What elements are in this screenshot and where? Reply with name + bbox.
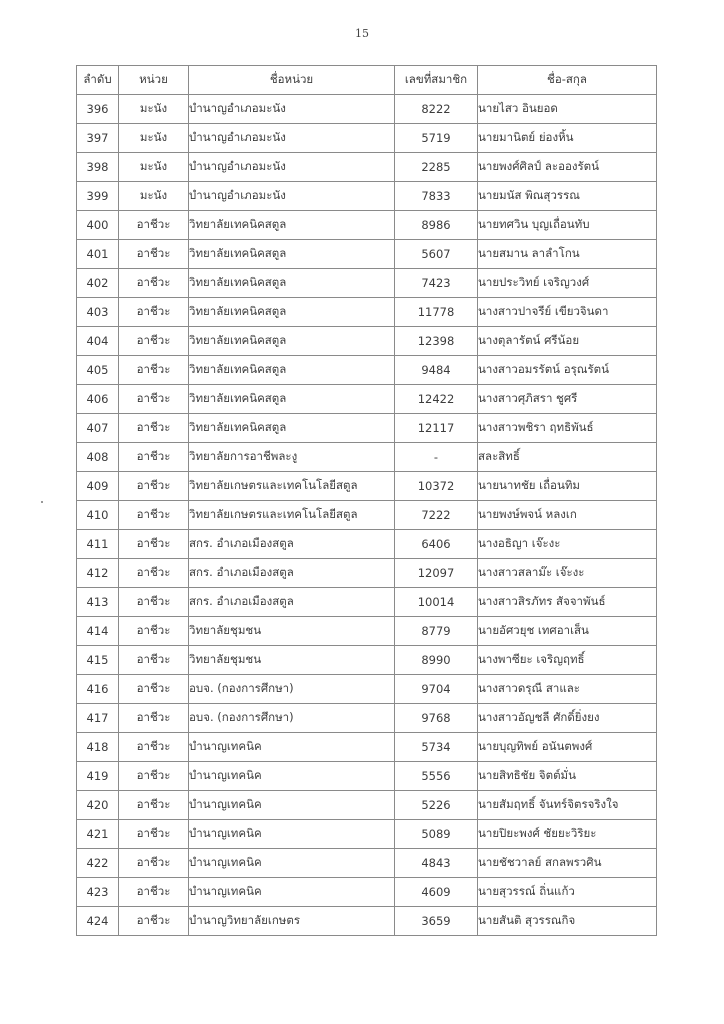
- row-unit: อาชีวะ: [119, 414, 189, 443]
- row-unit-name: วิทยาลัยเกษตรและเทคโนโลยีสตูล: [189, 501, 395, 530]
- row-unit: มะนัง: [119, 95, 189, 124]
- table-row: [77, 124, 657, 153]
- row-unit: อาชีวะ: [119, 791, 189, 820]
- row-unit-name: บำนาญวิทยาลัยเกษตร: [189, 907, 395, 936]
- row-unit-name: วิทยาลัยเทคนิคสตูล: [189, 385, 395, 414]
- table-row: [77, 675, 657, 704]
- row-unit-name: สกร. อำเภอเมืองสตูล: [189, 530, 395, 559]
- row-unit: อาชีวะ: [119, 443, 189, 472]
- row-unit-name: บำนาญเทคนิค: [189, 820, 395, 849]
- row-member-number: 11778: [395, 298, 478, 327]
- row-full-name: นางสาวศุภิสรา ชูศรี: [478, 385, 657, 414]
- row-unit: อาชีวะ: [119, 820, 189, 849]
- row-full-name: นายสัมฤทธิ์ จันทร์จิตรจริงใจ: [478, 791, 657, 820]
- row-unit: อาชีวะ: [119, 733, 189, 762]
- row-unit-name: วิทยาลัยเทคนิคสตูล: [189, 298, 395, 327]
- row-unit-name: บำนาญอำเภอมะนัง: [189, 182, 395, 211]
- row-member-number: 7833: [395, 182, 478, 211]
- row-full-name: นายบุญทิพย์ อนันตพงศ์: [478, 733, 657, 762]
- header-unit: หน่วย: [119, 66, 189, 95]
- row-order: 412: [77, 559, 119, 588]
- row-member-number: 6406: [395, 530, 478, 559]
- row-order: 396: [77, 95, 119, 124]
- row-order: 421: [77, 820, 119, 849]
- row-full-name: นางสาวสลาม๊ะ เจ๊ะงะ: [478, 559, 657, 588]
- row-unit: อาชีวะ: [119, 298, 189, 327]
- row-full-name: สละสิทธิ์: [478, 443, 657, 472]
- table-row: [77, 559, 657, 588]
- table-row: [77, 211, 657, 240]
- table-row: [77, 820, 657, 849]
- row-member-number: 5734: [395, 733, 478, 762]
- table-row: [77, 240, 657, 269]
- row-order: 419: [77, 762, 119, 791]
- row-member-number: 10014: [395, 588, 478, 617]
- row-unit: อาชีวะ: [119, 530, 189, 559]
- row-full-name: นางสาวอัญชลี ศักดิ์ยิ่งยง: [478, 704, 657, 733]
- table-row: [77, 704, 657, 733]
- row-unit-name: วิทยาลัยเทคนิคสตูล: [189, 327, 395, 356]
- row-member-number: 5556: [395, 762, 478, 791]
- table-row: [77, 153, 657, 182]
- row-unit: อาชีวะ: [119, 617, 189, 646]
- row-order: 407: [77, 414, 119, 443]
- row-full-name: นางสาวอมรรัตน์ อรุณรัตน์: [478, 356, 657, 385]
- row-full-name: นายประวิทย์ เจริญวงศ์: [478, 269, 657, 298]
- row-unit-name: อบจ. (กองการศึกษา): [189, 704, 395, 733]
- header-member-number: เลขที่สมาชิก: [395, 66, 478, 95]
- row-order: 398: [77, 153, 119, 182]
- table-row: [77, 269, 657, 298]
- row-full-name: นางตุลารัตน์ ศรีน้อย: [478, 327, 657, 356]
- row-order: 406: [77, 385, 119, 414]
- row-unit: อาชีวะ: [119, 878, 189, 907]
- row-full-name: นายชัชวาลย์ สกลพรวศิน: [478, 849, 657, 878]
- row-unit: อาชีวะ: [119, 327, 189, 356]
- row-unit-name: บำนาญอำเภอมะนัง: [189, 95, 395, 124]
- row-full-name: นายสิทธิชัย จิตต์มั่น: [478, 762, 657, 791]
- row-member-number: -: [395, 443, 478, 472]
- row-order: 411: [77, 530, 119, 559]
- row-unit-name: วิทยาลัยเทคนิคสตูล: [189, 356, 395, 385]
- row-order: 410: [77, 501, 119, 530]
- table-row: [77, 588, 657, 617]
- table-body: [77, 95, 657, 936]
- row-member-number: 8986: [395, 211, 478, 240]
- header-full-name: ชื่อ-สกุล: [478, 66, 657, 95]
- row-unit: มะนัง: [119, 124, 189, 153]
- table-row: [77, 878, 657, 907]
- row-unit: อาชีวะ: [119, 704, 189, 733]
- row-unit: อาชีวะ: [119, 646, 189, 675]
- row-order: 413: [77, 588, 119, 617]
- row-order: 403: [77, 298, 119, 327]
- row-member-number: 9768: [395, 704, 478, 733]
- row-member-number: 10372: [395, 472, 478, 501]
- row-order: 414: [77, 617, 119, 646]
- row-order: 404: [77, 327, 119, 356]
- row-unit: อาชีวะ: [119, 588, 189, 617]
- row-order: 415: [77, 646, 119, 675]
- row-member-number: 8222: [395, 95, 478, 124]
- row-full-name: นางสาวพชิรา ฤทธิพันธ์: [478, 414, 657, 443]
- row-full-name: นายพงศ์ศิลป์ ละอองรัตน์: [478, 153, 657, 182]
- row-unit-name: วิทยาลัยเทคนิคสตูล: [189, 414, 395, 443]
- table-row: [77, 646, 657, 675]
- row-order: 420: [77, 791, 119, 820]
- row-unit-name: สกร. อำเภอเมืองสตูล: [189, 588, 395, 617]
- row-member-number: 5089: [395, 820, 478, 849]
- row-unit: อาชีวะ: [119, 211, 189, 240]
- row-member-number: 4843: [395, 849, 478, 878]
- row-unit-name: บำนาญเทคนิค: [189, 791, 395, 820]
- row-unit-name: วิทยาลัยชุมชน: [189, 646, 395, 675]
- row-full-name: นางสาวปาจรีย์ เขียวจินดา: [478, 298, 657, 327]
- row-full-name: นายสมาน ลาลำโกน: [478, 240, 657, 269]
- row-unit: มะนัง: [119, 153, 189, 182]
- row-full-name: นายปิยะพงศ์ ชัยยะวิริยะ: [478, 820, 657, 849]
- row-full-name: นายอัศวยุช เทศอาเส็น: [478, 617, 657, 646]
- row-order: 409: [77, 472, 119, 501]
- member-table: [76, 65, 657, 936]
- row-member-number: 5607: [395, 240, 478, 269]
- row-unit-name: บำนาญเทคนิค: [189, 762, 395, 791]
- table-row: [77, 95, 657, 124]
- row-unit: อาชีวะ: [119, 762, 189, 791]
- row-unit: อาชีวะ: [119, 559, 189, 588]
- row-unit-name: บำนาญเทคนิค: [189, 733, 395, 762]
- table-row: [77, 907, 657, 936]
- row-member-number: 5226: [395, 791, 478, 820]
- row-unit-name: วิทยาลัยเทคนิคสตูล: [189, 269, 395, 298]
- row-member-number: 12398: [395, 327, 478, 356]
- table-row: [77, 617, 657, 646]
- row-order: 401: [77, 240, 119, 269]
- row-full-name: นางสาวสิรภัทร สัจจาพันธ์: [478, 588, 657, 617]
- row-member-number: 7423: [395, 269, 478, 298]
- row-order: 416: [77, 675, 119, 704]
- header-unit-name: ชื่อหน่วย: [189, 66, 395, 95]
- row-unit-name: บำนาญเทคนิค: [189, 878, 395, 907]
- table-row: [77, 443, 657, 472]
- row-member-number: 8990: [395, 646, 478, 675]
- row-unit-name: วิทยาลัยการอาชีพละงู: [189, 443, 395, 472]
- row-member-number: 7222: [395, 501, 478, 530]
- row-order: 402: [77, 269, 119, 298]
- row-order: 408: [77, 443, 119, 472]
- row-unit-name: บำนาญอำเภอมะนัง: [189, 153, 395, 182]
- row-full-name: นางพาซียะ เจริญฤทธิ์: [478, 646, 657, 675]
- row-member-number: 9484: [395, 356, 478, 385]
- table-row: [77, 530, 657, 559]
- row-unit: อาชีวะ: [119, 472, 189, 501]
- row-unit: อาชีวะ: [119, 675, 189, 704]
- row-order: 405: [77, 356, 119, 385]
- row-order: 400: [77, 211, 119, 240]
- row-unit: อาชีวะ: [119, 849, 189, 878]
- row-full-name: นายไสว อินยอด: [478, 95, 657, 124]
- table-row: [77, 298, 657, 327]
- row-full-name: นายทศวิน บุญเถื่อนทับ: [478, 211, 657, 240]
- row-full-name: นายสุวรรณ์ ถิ่นแก้ว: [478, 878, 657, 907]
- row-unit-name: วิทยาลัยชุมชน: [189, 617, 395, 646]
- row-full-name: นายมานิตย์ ย่องหิ้น: [478, 124, 657, 153]
- row-member-number: 4609: [395, 878, 478, 907]
- row-member-number: 8779: [395, 617, 478, 646]
- row-unit-name: วิทยาลัยเทคนิคสตูล: [189, 211, 395, 240]
- table-row: [77, 501, 657, 530]
- row-unit-name: วิทยาลัยเทคนิคสตูล: [189, 240, 395, 269]
- row-full-name: นายสันติ สุวรรณกิจ: [478, 907, 657, 936]
- table-header-row: [77, 66, 657, 95]
- row-member-number: 9704: [395, 675, 478, 704]
- scan-artifact-dot: [41, 501, 43, 503]
- row-unit: มะนัง: [119, 182, 189, 211]
- row-member-number: 3659: [395, 907, 478, 936]
- table-row: [77, 385, 657, 414]
- row-unit: อาชีวะ: [119, 356, 189, 385]
- row-unit: อาชีวะ: [119, 240, 189, 269]
- table-row: [77, 414, 657, 443]
- table-row: [77, 849, 657, 878]
- table-row: [77, 327, 657, 356]
- row-member-number: 12422: [395, 385, 478, 414]
- row-order: 422: [77, 849, 119, 878]
- page-number: 15: [355, 27, 369, 40]
- row-unit-name: บำนาญเทคนิค: [189, 849, 395, 878]
- table-row: [77, 182, 657, 211]
- row-unit: อาชีวะ: [119, 385, 189, 414]
- row-order: 397: [77, 124, 119, 153]
- row-unit-name: วิทยาลัยเกษตรและเทคโนโลยีสตูล: [189, 472, 395, 501]
- row-full-name: นางอธิญา เจ๊ะงะ: [478, 530, 657, 559]
- row-order: 417: [77, 704, 119, 733]
- row-member-number: 12097: [395, 559, 478, 588]
- row-order: 399: [77, 182, 119, 211]
- table-row: [77, 733, 657, 762]
- header-order: ลำดับ: [77, 66, 119, 95]
- row-member-number: 2285: [395, 153, 478, 182]
- row-full-name: นายมนัส พิณสุวรรณ: [478, 182, 657, 211]
- row-full-name: นายนาทชัย เถื่อนทิม: [478, 472, 657, 501]
- row-unit-name: อบจ. (กองการศึกษา): [189, 675, 395, 704]
- row-unit: อาชีวะ: [119, 907, 189, 936]
- row-unit: อาชีวะ: [119, 269, 189, 298]
- table-row: [77, 791, 657, 820]
- row-unit-name: สกร. อำเภอเมืองสตูล: [189, 559, 395, 588]
- table-row: [77, 356, 657, 385]
- row-full-name: นางสาวดรุณี สาและ: [478, 675, 657, 704]
- row-member-number: 5719: [395, 124, 478, 153]
- row-order: 423: [77, 878, 119, 907]
- row-member-number: 12117: [395, 414, 478, 443]
- row-full-name: นายพงษ์พจน์ หลงเก: [478, 501, 657, 530]
- table-row: [77, 472, 657, 501]
- row-order: 424: [77, 907, 119, 936]
- row-unit: อาชีวะ: [119, 501, 189, 530]
- row-unit-name: บำนาญอำเภอมะนัง: [189, 124, 395, 153]
- table-row: [77, 762, 657, 791]
- row-order: 418: [77, 733, 119, 762]
